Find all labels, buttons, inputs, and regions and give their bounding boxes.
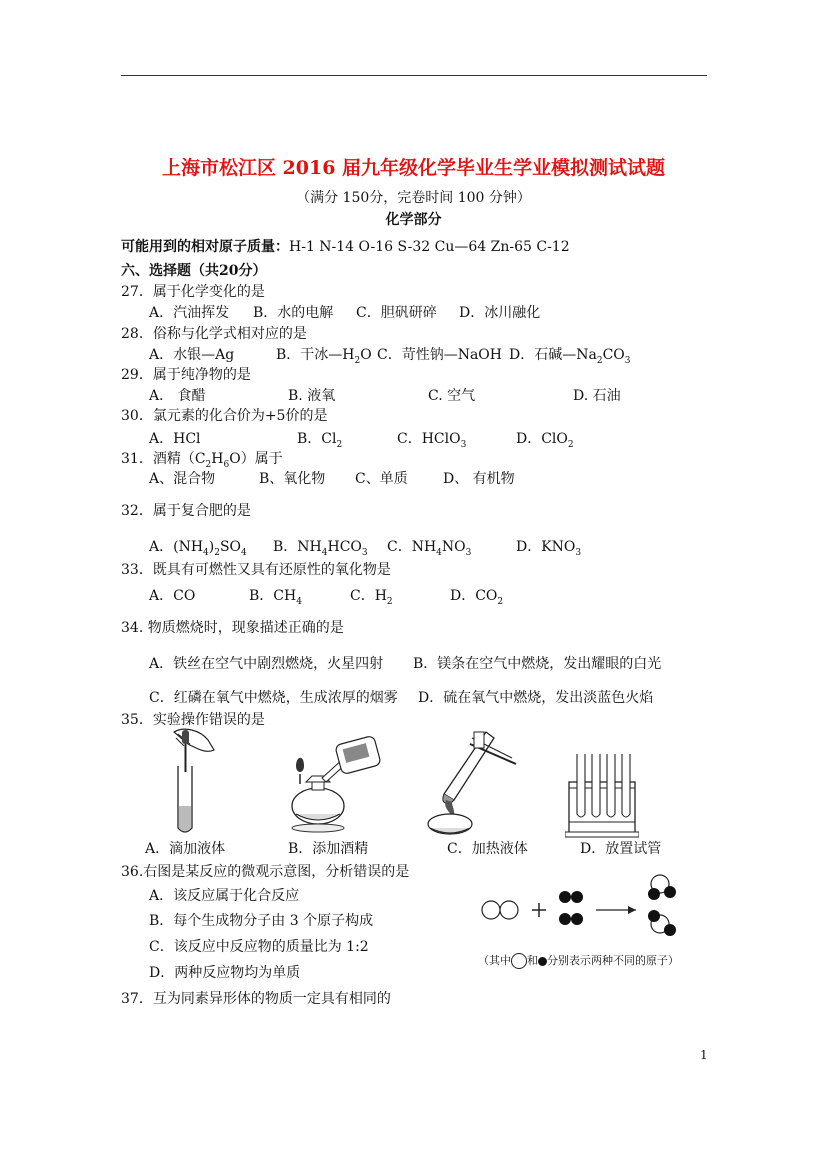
black-atom — [571, 913, 583, 925]
q34-option-b: B．镁条在空气中燃烧，发出耀眼的白光 — [413, 656, 662, 672]
q32-option-a: A．$(NH_4)_2SO_4$ — [149, 539, 247, 558]
test-tube-rack-illustration — [565, 752, 639, 838]
white-atom-icon — [511, 953, 527, 969]
q28-option-d: D．石碱$—Na_2CO_3$ — [509, 347, 631, 366]
q30-stem: 30．氯元素的化合价为+5价的是 — [121, 408, 328, 424]
q33-option-a: A．CO — [149, 588, 196, 604]
q30-option-d: D．ClO$_2$ — [516, 431, 574, 450]
q31-option-c: C、单质 — [355, 471, 408, 487]
exam-title: 上海市松江区 2016 届九年级化学毕业生学业模拟测试试题 — [161, 157, 666, 179]
q31-option-a: A、混合物 — [149, 471, 216, 487]
q33-option-d: D．$CO_2$ — [450, 588, 504, 607]
page-number: 1 — [700, 1048, 708, 1062]
black-atom — [571, 891, 583, 903]
q29-option-a: A． 食醋 — [149, 388, 206, 404]
q28-option-b: B．干冰$—H_2O$ — [276, 347, 372, 366]
q34-option-c: C．红磷在氧气中燃烧，生成浓厚的烟雾 — [149, 690, 398, 706]
reaction-diagram — [476, 872, 706, 942]
reaction-caption: （其中 和 分别表示两种不同的原子） — [478, 954, 679, 967]
q35-option-a: A．滴加液体 — [145, 841, 226, 857]
q34-option-d: D．硫在氧气中燃烧，发出淡蓝色火焰 — [418, 690, 654, 706]
q27-option-b: B．水的电解 — [253, 305, 334, 321]
header-rule — [121, 75, 707, 76]
q31-option-d: D、 有机物 — [443, 471, 515, 487]
q30-option-b: B．$Cl_2$ — [297, 431, 343, 450]
part-title: 六、选择题（共20分） — [121, 263, 267, 279]
q29-option-d: D. 石油 — [573, 388, 621, 404]
q32-stem: 32．属于复合肥的是 — [121, 503, 251, 519]
q29-option-c: C. 空气 — [428, 388, 476, 404]
q35-stem: 35．实验操作错误的是 — [121, 712, 265, 728]
q33-option-c: C．$H_2$ — [350, 588, 393, 607]
q27-option-d: D．冰川融化 — [459, 305, 541, 321]
q32-option-d: D．$KNO_3$ — [516, 539, 582, 558]
q30-option-c: C．HClO$_3$ — [397, 431, 467, 450]
q36-option-d: D．两种反应物均为单质 — [149, 965, 301, 981]
q28-option-a: A．水银—Ag — [149, 347, 235, 363]
q32-option-c: C．$NH_4NO_3$ — [387, 539, 472, 558]
q35-option-c: C．加热液体 — [447, 841, 528, 857]
exam-subtitle: （满分 150分，完卷时间 100 分钟） — [296, 190, 531, 206]
black-atom — [559, 891, 571, 903]
q36-option-a: A．该反应属于化合反应 — [149, 888, 300, 904]
alcohol-lamp-illustration — [286, 736, 386, 836]
q33-stem: 33．既具有可燃性又具有还原性的氧化物是 — [121, 562, 391, 578]
atomic-mass-line — [121, 236, 570, 256]
q32-option-b: B．$NH_4HCO_3$ — [273, 539, 368, 558]
atomic-mass-values: H-1 N-14 O-16 S-32 Cu—64 Zn-65 C-12 — [289, 239, 570, 255]
white-atom — [482, 901, 500, 919]
q36-stem: 36.右图是某反应的微观示意图，分析错误的是 — [121, 864, 410, 880]
q34-stem: 34. 物质燃烧时，现象描述正确的是 — [121, 620, 344, 636]
black-atom — [559, 913, 571, 925]
atomic-mass-label: 可能用到的相对原子质量： — [121, 239, 289, 255]
q31-option-b: B、氧化物 — [259, 471, 326, 487]
q30-option-a: A．HCl — [149, 431, 201, 447]
q36-option-c: C．该反应中反应物的质量比为 1:2 — [149, 939, 369, 955]
dropper-illustration — [160, 726, 220, 838]
q33-option-b: B．$CH_4$ — [249, 588, 302, 607]
q27-stem: 27．属于化学变化的是 — [121, 284, 265, 300]
section-title: 化学部分 — [385, 212, 442, 228]
white-atom — [500, 901, 518, 919]
q35-option-d: D．放置试管 — [580, 841, 662, 857]
q36-option-b: B．每个生成物分子由 3 个原子构成 — [149, 913, 374, 929]
q28-stem: 28．俗称与化学式相对应的是 — [121, 326, 307, 342]
black-atom-icon — [538, 957, 547, 966]
q27-option-c: C．胆矾研碎 — [356, 305, 437, 321]
q27-option-a: A．汽油挥发 — [149, 305, 230, 321]
heating-liquid-illustration — [424, 724, 524, 838]
q28-option-c: C．苛性钠—NaOH — [377, 347, 502, 363]
q29-stem: 29．属于纯净物的是 — [121, 367, 251, 383]
q29-option-b: B. 液氧 — [288, 388, 336, 404]
q35-option-b: B．添加酒精 — [288, 841, 369, 857]
q34-option-a: A．铁丝在空气中剧烈燃烧，火星四射 — [149, 656, 384, 672]
q31-stem: 31．酒精$(C_2H_6O)$属于 — [121, 451, 283, 470]
q37-stem: 37．互为同素异形体的物质一定具有相同的 — [121, 991, 391, 1007]
